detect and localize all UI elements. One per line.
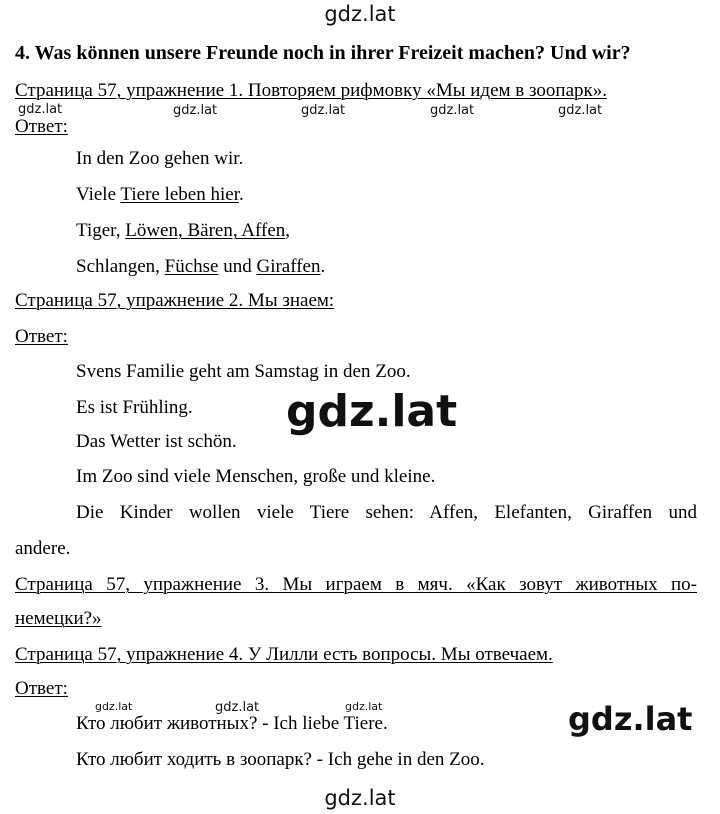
ex2-line-5: Die Kinder wollen viele Tiere sehen: Affen, Elefanten, Giraffen und [76, 502, 697, 523]
watermark-center: gdz.lat [286, 386, 458, 437]
watermark-small: gdz.lat [301, 103, 346, 118]
exercise-3-title-cont: немецки?» [15, 608, 102, 629]
ex1-line-3: Tiger, Löwen, Bären, Affen, [76, 220, 291, 241]
ex4-line-2: Кто любит ходить в зоопарк? - Ich gehe in den Zoo. [76, 749, 485, 770]
ex2-line-4: Im Zoo sind viele Menschen, große und kleine. [76, 466, 436, 487]
exercise-4-title: Страница 57, упражнение 4. У Лилли есть вопросы. Мы отвечаем. [15, 644, 553, 665]
ex2-line-2: Es ist Frühling. [76, 397, 193, 418]
watermark-small: gdz.lat [173, 103, 218, 118]
ex2-line-3: Das Wetter ist schön. [76, 431, 237, 452]
watermark-small: gdz.lat [345, 700, 383, 713]
ex1-line-2: Viele Tiere leben hier. [76, 184, 244, 205]
answer-label: Ответ: [15, 326, 68, 347]
watermark-small: gdz.lat [95, 700, 133, 713]
watermark-small: gdz.lat [430, 103, 475, 118]
watermark-small: gdz.lat [558, 103, 603, 118]
ex1-line-1: In den Zoo gehen wir. [76, 148, 244, 169]
watermark-right: gdz.lat [568, 700, 693, 738]
watermark-small: gdz.lat [18, 102, 63, 117]
watermark-small: gdz.lat [215, 700, 260, 715]
ex1-line-4: Schlangen, Füchse und Giraffen. [76, 256, 326, 277]
page-heading: 4. Was können unsere Freunde noch in ihrer Freizeit machen? Und wir? [15, 42, 631, 64]
exercise-3-title: Страница 57, упражнение 3. Мы играем в мяч. «Как зовут животных по- [15, 574, 697, 595]
exercise-2-title: Страница 57, упражнение 2. Мы знаем: [15, 290, 335, 311]
ex2-line-6: andere. [15, 538, 71, 559]
ex4-line-1: Кто любит животных? - Ich liebe Tiere. [76, 713, 388, 734]
ex2-line-1: Svens Familie geht am Samstag in den Zoo. [76, 361, 411, 382]
exercise-1-title: Страница 57, упражнение 1. Повторяем рифмовку «Мы идем в зоопарк». [15, 80, 607, 101]
answer-label: Ответ: [15, 116, 68, 137]
answer-label: Ответ: [15, 678, 68, 699]
watermark-bottom: gdz.lat [324, 786, 396, 810]
watermark-top: gdz.lat [324, 2, 396, 26]
